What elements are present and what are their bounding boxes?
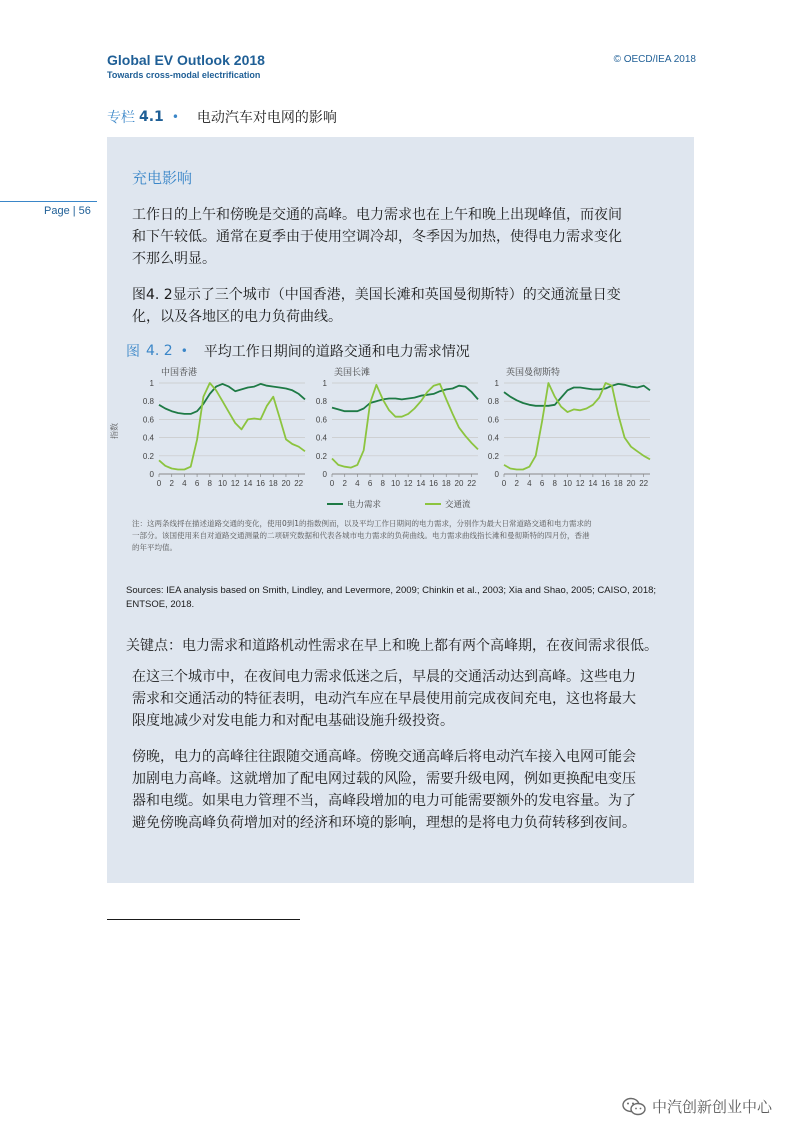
key-point: 关键点：电力需求和道路机动性需求在早上和晚上都有两个高峰期，在夜间需求很低。 (126, 638, 658, 654)
page-marker-line (0, 201, 97, 202)
paragraph-line: 和下午较低。通常在夏季由于使用空调冷却，冬季因为加热，使得电力需求变化 (132, 229, 622, 245)
sources-line: Sources: IEA analysis based on Smith, Lindley, and Levermore, 2009; Chinkin et al., 2003; Xia and Shao, 2005; CAISO, 2018; (126, 585, 657, 596)
x-tick-label: 20 (626, 479, 636, 488)
legend-label-electricity: 电力需求 (347, 500, 382, 510)
x-tick-label: 4 (182, 479, 187, 488)
x-tick-label: 4 (527, 479, 532, 488)
box-bullet: • (171, 110, 179, 124)
x-tick-label: 14 (243, 479, 253, 488)
paragraph-line: 加剧电力高峰。这就增加了配电网过载的风险，需要升级电网，例如更换配电变压 (132, 771, 636, 787)
paragraph-line: 化，以及各地区的电力负荷曲线。 (132, 309, 342, 325)
traffic-line (332, 384, 478, 468)
box-title: 电动汽车对电网的影响 (196, 110, 337, 126)
y-tick-label: 0.6 (142, 415, 154, 425)
box-label: 专栏 (107, 110, 135, 126)
x-tick-label: 2 (342, 479, 347, 488)
figure-note (132, 518, 672, 554)
x-tick-label: 20 (454, 479, 464, 488)
y-tick-label: 0 (494, 470, 499, 479)
x-tick-label: 12 (575, 479, 585, 488)
figure-label: 图 (126, 344, 140, 360)
x-tick-label: 12 (403, 479, 413, 488)
y-tick-label: 0 (322, 470, 327, 479)
x-tick-label: 6 (367, 479, 373, 488)
y-tick-label: 0.8 (315, 397, 327, 407)
x-tick-label: 22 (294, 479, 304, 488)
figure-number: 4. 2 (146, 343, 173, 359)
watermark-text: 中汽创新创业中心 (651, 1098, 772, 1116)
x-tick-label: 16 (429, 479, 439, 488)
x-tick-label: 14 (416, 479, 426, 488)
paragraph-3 (132, 666, 672, 732)
x-tick-label: 0 (501, 479, 507, 488)
x-tick-label: 2 (169, 479, 174, 488)
x-tick-label: 4 (355, 479, 360, 488)
box-heading (107, 107, 337, 127)
y-axis-label: 指数 (110, 423, 119, 439)
paragraph-line: 器和电缆。如果电力管理不当，高峰段增加的电力可能需要额外的发电容量。为了 (132, 793, 636, 809)
y-tick-label: 0.4 (315, 433, 327, 443)
note-line: 的年平均值。 (132, 543, 177, 552)
electricity-line (504, 384, 650, 406)
note-line: 注：这两条线捋在描述道路交通的变化，使用0到1的指数例而，以及平均工作日期间的电力需求，分别作为最大日常道路交通和电力需求的 (132, 519, 592, 528)
paragraph-4 (132, 746, 672, 834)
traffic-electricity-chart (107, 363, 694, 515)
paragraph-line: 限度地减少对发电能力和对配电基础设施升级投资。 (132, 713, 454, 729)
x-tick-label: 18 (268, 479, 278, 488)
paragraph-line: 不那么明显。 (132, 251, 216, 267)
x-tick-label: 10 (563, 479, 572, 488)
panel-title: 美国长滩 (334, 368, 371, 378)
figure-sources (126, 584, 686, 612)
x-tick-label: 18 (613, 479, 623, 488)
traffic-line (504, 383, 650, 470)
y-tick-label: 1 (149, 379, 154, 388)
x-tick-label: 12 (230, 479, 240, 488)
y-tick-label: 1 (494, 379, 499, 388)
electricity-line (332, 386, 478, 412)
report-subtitle: Towards cross-modal electrification (107, 70, 261, 80)
y-tick-label: 0.6 (315, 415, 327, 425)
x-tick-label: 10 (391, 479, 400, 488)
x-tick-label: 18 (441, 479, 451, 488)
x-tick-label: 16 (601, 479, 611, 488)
footnote-divider (107, 919, 300, 920)
x-tick-label: 0 (156, 479, 162, 488)
x-tick-label: 2 (514, 479, 519, 488)
paragraph-2 (132, 284, 672, 328)
paragraph-1 (132, 204, 672, 270)
figure-title: 平均工作日期间的道路交通和电力需求情况 (203, 344, 470, 360)
x-tick-label: 6 (194, 479, 200, 488)
paragraph-line: 工作日的上午和傍晚是交通的高峰。电力需求也在上午和晚上出现峰值，而夜间 (132, 207, 622, 223)
note-line: 一部分。该国使用来自对道路交通测量的二项研究数据和代表各城市电力需求的负荷曲线。电力需求曲线指长滩和曼彻斯特的四月份，香港 (132, 531, 590, 540)
y-tick-label: 0.4 (487, 433, 499, 443)
paragraph-line: 傍晚，电力的高峰往往跟随交通高峰。傍晚交通高峰后将电动汽车接入电网可能会 (132, 749, 636, 765)
x-tick-label: 20 (281, 479, 291, 488)
page-number: Page | 56 (44, 205, 91, 217)
x-tick-label: 16 (256, 479, 266, 488)
paragraph-line: 在这三个城市中，在夜间电力需求低迷之后，早晨的交通活动达到高峰。这些电力 (132, 669, 636, 685)
y-tick-label: 0.2 (487, 451, 499, 461)
electricity-line (159, 384, 305, 414)
y-tick-label: 0.2 (315, 451, 327, 461)
box-number: 4.1 (139, 109, 164, 125)
panel-title: 英国曼彻斯特 (506, 368, 561, 378)
y-tick-label: 1 (322, 379, 327, 388)
section-heading: 充电影响 (132, 169, 193, 187)
x-tick-label: 0 (329, 479, 335, 488)
panel-title: 中国香港 (161, 368, 198, 378)
y-tick-label: 0.8 (487, 397, 499, 407)
figure-bullet: • (180, 344, 188, 358)
y-tick-label: 0.6 (487, 415, 499, 425)
x-tick-label: 10 (218, 479, 227, 488)
sources-line: ENTSOE, 2018. (126, 599, 195, 610)
paragraph-line: 避免傍晚高峰负荷增加对的经济和环境的影响，理想的是将电力负荷转移到夜间。 (132, 815, 636, 831)
paragraph-line: 需求和交通活动的特征表明，电动汽车应在早晨使用前完成夜间充电，这也将最大 (132, 691, 636, 707)
wechat-icon (622, 1097, 646, 1117)
x-tick-label: 22 (467, 479, 477, 488)
watermark (622, 1096, 772, 1117)
x-tick-label: 8 (207, 479, 213, 488)
traffic-line (159, 383, 305, 470)
copyright: © OECD/IEA 2018 (613, 54, 696, 65)
x-tick-label: 22 (639, 479, 649, 488)
y-tick-label: 0.4 (142, 433, 154, 443)
x-tick-label: 8 (380, 479, 386, 488)
x-tick-label: 8 (552, 479, 558, 488)
y-tick-label: 0 (149, 470, 154, 479)
x-tick-label: 14 (588, 479, 598, 488)
y-tick-label: 0.8 (142, 397, 154, 407)
paragraph-line: 图4. 2显示了三个城市（中国香港，美国长滩和英国曼彻斯特）的交通流量日变 (132, 287, 621, 303)
figure-heading (126, 341, 470, 361)
x-tick-label: 6 (539, 479, 545, 488)
legend-label-traffic: 交通流 (445, 500, 471, 510)
y-tick-label: 0.2 (142, 451, 154, 461)
report-title: Global EV Outlook 2018 (107, 52, 265, 68)
